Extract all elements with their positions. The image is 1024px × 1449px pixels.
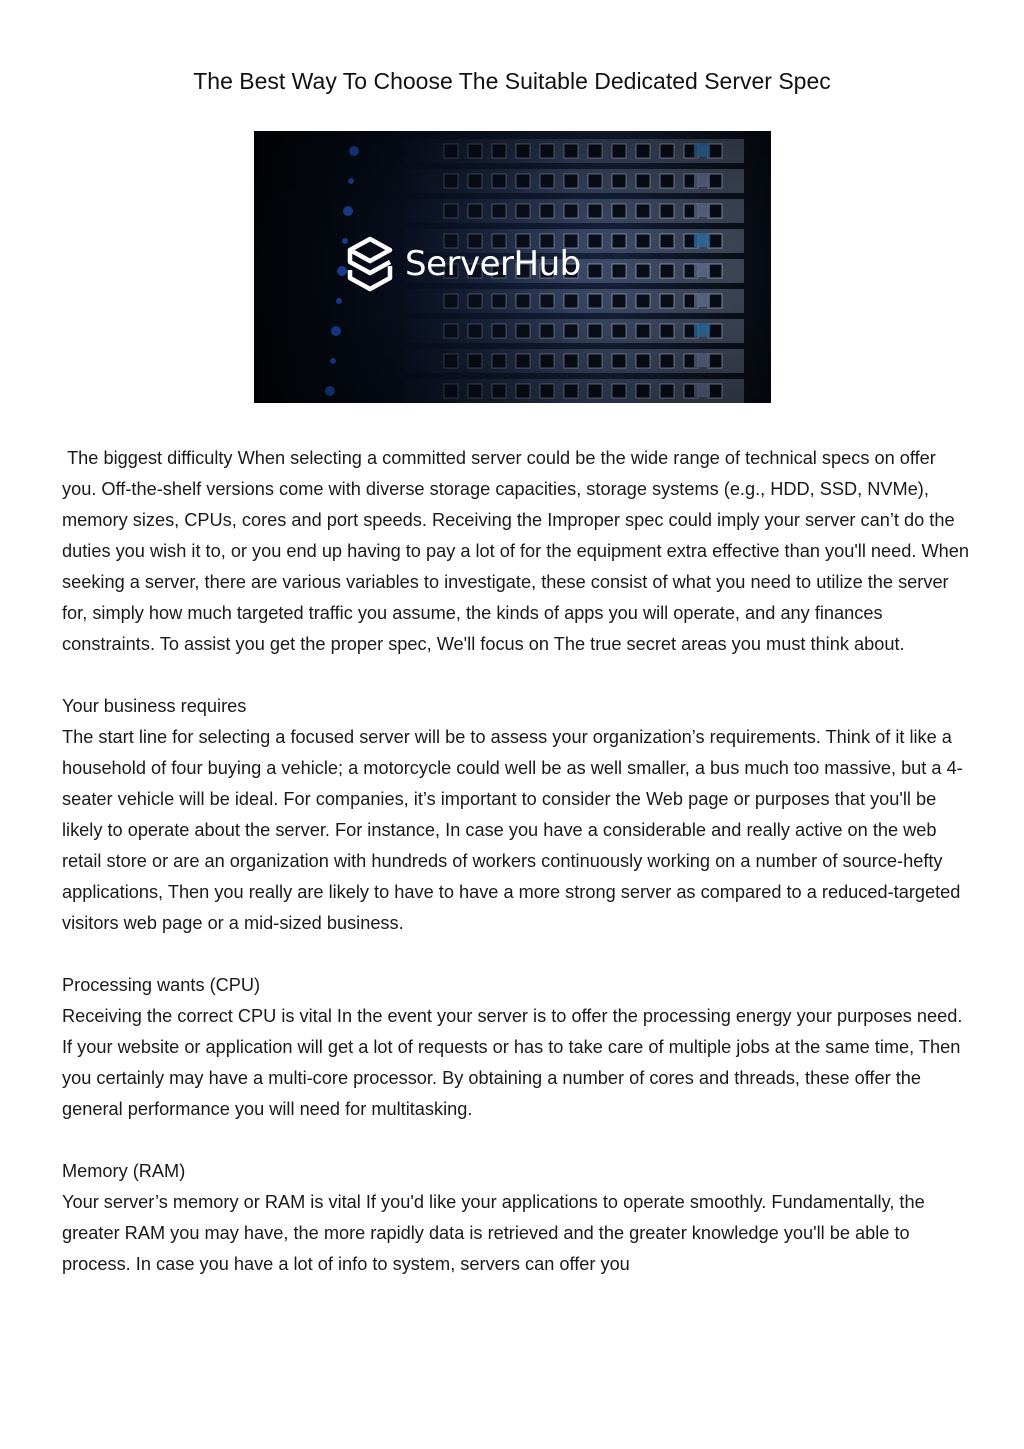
intro-paragraph (62, 443, 975, 660)
serverhub-logo (344, 235, 581, 293)
section-text: The start line for selecting a focused server will be to assess your organization’s requirements. Think of it like a household of four buying a vehicle; a motorcycle could well be as well smaller, a bus much too massive, but a 4-seater vehicle will be ideal. For companies, it’s important to consider the Web page or purposes that you'll be likely to operate about the server. For instance, In case you have a considerable and really active on the web retail store or are an organization with hundreds of workers continuously working on a number of source-hefty applications, Then you really are likely to have to have a more strong server as compared to a reduced-targeted visitors web page or a mid-sized business. (62, 727, 963, 933)
section-business-requires (62, 691, 972, 939)
hero-image (254, 131, 771, 403)
intro-text: The biggest difficulty When selecting a committed server could be the wide range of technical specs on offer you. Off-the-shelf versions come with diverse storage capacities, storage systems (e.g., HDD, SSD, NVMe), memory sizes, CPUs, cores and port speeds. Receiving the Improper spec could imply your server can’t do the duties you wish it to, or you end up having to pay a lot of for the equipment extra effective than you'll need. When seeking a server, there are various variables to investigate, these consist of what you need to utilize the server for, simply how much targeted traffic you assume, the kinds of apps you will operate, and any finances constraints. To assist you get the proper spec, We'll focus on The true secret areas you must think about. (62, 448, 975, 654)
serverhub-logo-icon (344, 235, 396, 293)
section-text: Your server’s memory or RAM is vital If you'd like your applications to operate smoothly. Fundamentally, the greater RAM you may have, the more rapidly data is retrieved and the greater knowledge you'll be able to process. In case you have a lot of info to system, servers can offer you (62, 1192, 925, 1274)
section-text: Receiving the correct CPU is vital In the event your server is to offer the processing energy your purposes need. If your website or application will get a lot of requests or has to take care of multiple jobs at the same time, Then you certainly may have a multi-core processor. By obtaining a number of cores and threads, these offer the general performance you will need for multitasking. (62, 1006, 963, 1119)
section-heading: Processing wants (CPU) (62, 975, 261, 995)
section-processing-cpu (62, 970, 972, 1125)
section-heading: Your business requires (62, 696, 247, 716)
section-memory-ram (62, 1156, 972, 1280)
section-heading: Memory (RAM) (62, 1161, 186, 1181)
article-body (62, 443, 975, 1311)
page-title: The Best Way To Choose The Suitable Dedicated Server Spec (193, 68, 831, 94)
serverhub-logo-text: ServerHub (405, 244, 581, 284)
